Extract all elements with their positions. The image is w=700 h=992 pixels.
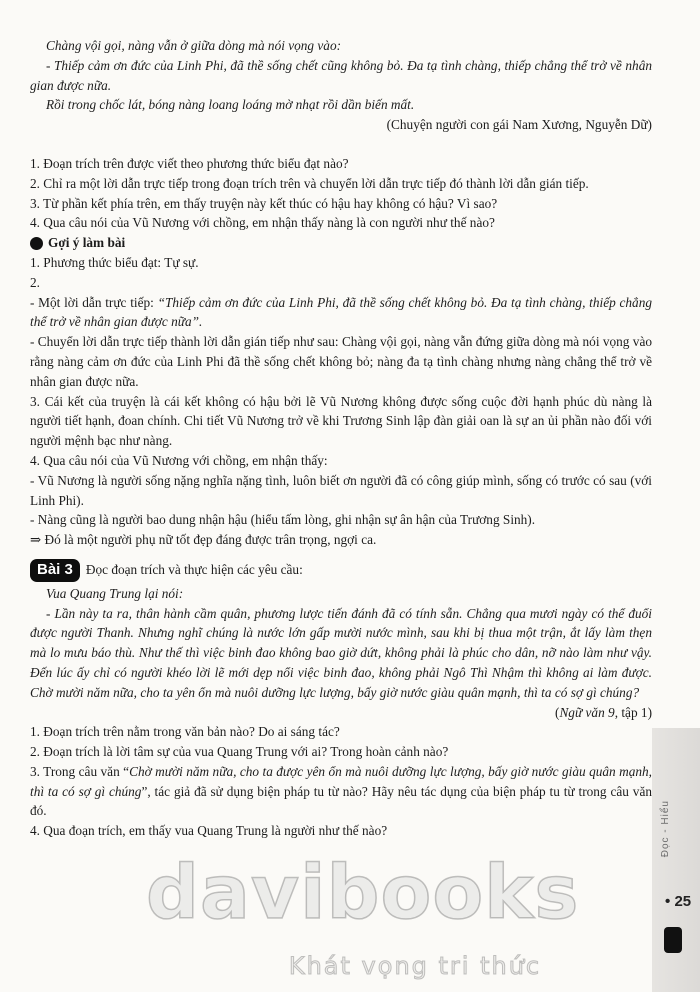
answer-4: 4. Qua câu nói của Vũ Nương với chồng, em nhận thấy: <box>30 452 328 468</box>
answer-2-direct-quote: “Thiếp cảm ơn đức của Linh Phi, đã thề sống chết không bỏ. Đa tạ tình chàng, thiếp chẳng thể trở về nhân gian được nữa”. <box>30 294 652 330</box>
section-label: Đọc - Hiểu <box>660 800 671 858</box>
page-number-bullet: • <box>665 893 671 910</box>
hint-heading <box>30 233 652 253</box>
exercise-3-heading <box>30 559 652 582</box>
exercise-3-source-book: Ngữ văn 9 <box>559 704 615 720</box>
answer-2-direct-prefix: - Một lời dẫn trực tiếp: <box>30 294 158 310</box>
exercise-3-speaker: Vua Quang Trung lại nói: <box>46 585 184 601</box>
question-2: 2. Chỉ ra một lời dẫn trực tiếp trong đoạn trích trên và chuyển lời dẫn trực tiếp đó thành lời dẫn gián tiếp. <box>30 175 589 191</box>
watermark-brand: davibooks <box>146 850 580 936</box>
exercise-3-badge: Bài 3 <box>30 559 80 582</box>
answer-4-bullet-2: - Nàng cũng là người bao dung nhận hậu (hiểu tấm lòng, ghi nhận sự ân hận của Trương Sinh). <box>30 512 536 528</box>
exercise-3-instruction: Đọc đoạn trích và thực hiện các yêu cầu: <box>85 562 303 578</box>
question-1: 1. Đoạn trích trên được viết theo phương thức biểu đạt nào? <box>30 155 349 171</box>
passage1-line2: - Thiếp cảm ơn đức của Linh Phi, đã thề sống chết cũng không bỏ. Đa tạ tình chàng, thiếp chẳng thể trở về nhân gian được nữa. <box>30 57 652 93</box>
exercise-3-question-4: 4. Qua đoạn trích, em thấy vua Quang Trung là người như thế nào? <box>30 823 388 839</box>
answer-2: 2. <box>30 274 40 290</box>
exercise-3-question-2: 2. Đoạn trích là lời tâm sự của vua Quang Trung với ai? Trong hoàn cảnh nào? <box>30 744 449 760</box>
exercise-3-question-3-end: ”, tác giả đã sử dụng biện pháp tu từ nào? Hãy nêu tác dụng của biện pháp tu từ trong câu văn đó. <box>30 783 652 819</box>
passage1-line1: Chàng vội gọi, nàng vẫn ở giữa dòng mà nói vọng vào: <box>46 38 342 53</box>
exercise-3-passage: - Lần này ta ra, thân hành cầm quân, phương lược tiến đánh đã có tính sẵn. Chẳng qua mươi ngày có thể đuổi được người Thanh. Nhưng nghĩ chúng là nước lớn gấp mười nước mình, sau khi bị thua một trận, ắt lấy làm thẹn mà lo mưu báo thù. Như thế thì việc binh đao không bao giờ dứt, không phải là phúc cho dân, nỡ nào làm như vậy. Đến lúc ấy chỉ có người khéo lời lẽ mới dẹp nổi việc binh đao, không phải Ngô Thì Nhậm thì không ai làm được. Chờ mười năm nữa, cho ta yên ổn mà nuôi dưỡng lực lượng, bấy giờ nước giàu quân mạnh, thì ta có sợ gì chúng? <box>30 605 652 700</box>
bullet-dot-icon <box>30 237 43 250</box>
exercise-3-source-rest: , tập 1) <box>614 704 652 720</box>
passage1-source: (Chuyện người con gái Nam Xương, Nguyễn Dữ) <box>386 117 652 133</box>
exercise-3-question-3-quote: Chờ mười năm nữa, cho ta được yên ổn mà nuôi dưỡng lực lượng, bấy giờ nước giàu quân mạnh, thì ta có sợ gì chúng <box>30 763 652 799</box>
answer-2-indirect: - Chuyển lời dẫn trực tiếp thành lời dẫn gián tiếp như sau: Chàng vội gọi, nàng vẫn đứng giữa dòng mà nói vọng vào rằng nàng cảm ơn đức của Linh Phi đã thề sống chết không bỏ; nàng đa tạ tình chàng nhưng nàng chẳng thể trở về nhân gian được nữa. <box>30 334 652 389</box>
exercise-3-question-1: 1. Đoạn trích trên nằm trong văn bản nào? Do ai sáng tác? <box>30 724 340 740</box>
passage1-line3: Rồi trong chốc lát, bóng nàng loang loáng mờ nhạt rồi dần biến mất. <box>46 97 415 113</box>
exercise-3-question-3-start: 3. Trong câu văn “ <box>30 763 130 779</box>
question-4: 4. Qua câu nói của Vũ Nương với chồng, em nhận thấy nàng là con người như thế nào? <box>30 215 495 231</box>
answer-4-bullet-1: - Vũ Nương là người sống nặng nghĩa nặng tình, luôn biết ơn người đã có công giúp mình, sống có trước có sau (với Linh Phi). <box>30 472 652 508</box>
answer-2-direct <box>30 293 652 333</box>
page-content <box>30 36 652 841</box>
exercise-3-source: (Ngữ văn 9, tập 1) <box>555 704 652 720</box>
page-number <box>665 893 691 910</box>
answer-4-conclusion: ⇒ Đó là một người phụ nữ tốt đẹp đáng được trân trọng, ngợi ca. <box>30 532 377 548</box>
watermark-slogan: Khát vọng tri thức <box>288 952 542 980</box>
exercise-3-question-3 <box>30 762 652 821</box>
hint-title: Gợi ý làm bài <box>48 235 126 251</box>
answer-1: 1. Phương thức biểu đạt: Tự sự. <box>30 254 199 270</box>
answer-3: 3. Cái kết của truyện là cái kết không có hậu bởi lẽ Vũ Nương không được sống cuộc đời hạnh phúc dù nàng là người tiết hạnh, đoan chính. Chi tiết Vũ Nương trở về khi Trương Sinh lập đàn giải oan là sự an ủi phần nào đối với người mệnh bạc như nàng. <box>30 393 652 449</box>
page-number-value: 25 <box>674 893 692 910</box>
page-tab-marker <box>664 927 682 953</box>
question-3: 3. Từ phần kết phía trên, em thấy truyện này kết thúc có hậu hay không có hậu? Vì sao? <box>30 195 498 211</box>
